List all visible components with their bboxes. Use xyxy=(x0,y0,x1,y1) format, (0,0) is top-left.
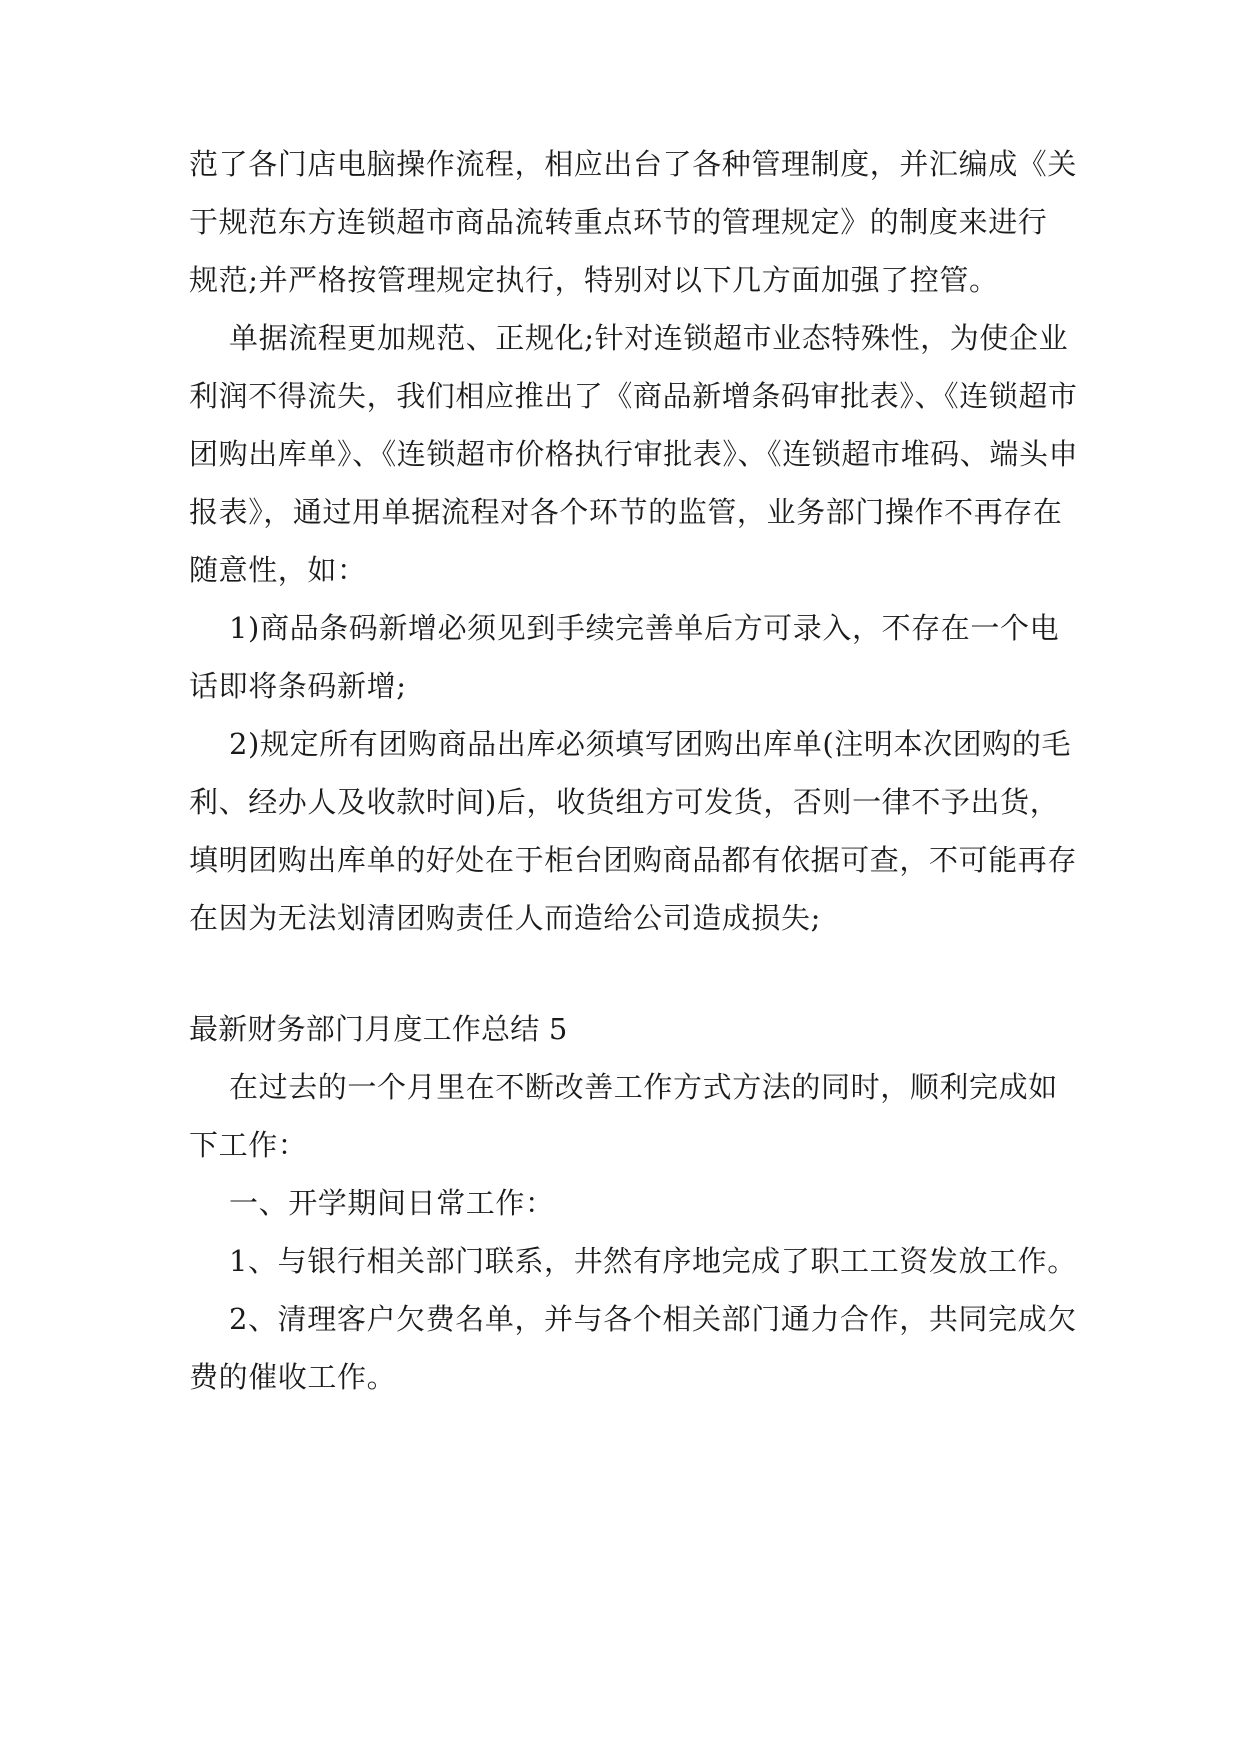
text-line: 填明团购出库单的好处在于柜台团购商品都有依据可查，不可能再存 xyxy=(189,843,1078,877)
text-line: 2)规定所有团购商品出库必须填写团购出库单(注明本次团购的毛 xyxy=(229,727,1072,761)
text-line: 下工作： xyxy=(189,1128,308,1162)
text-line: 报表》，通过用单据流程对各个环节的监管，业务部门操作不再存在 xyxy=(189,495,1063,529)
text-line: 在过去的一个月里在不断改善工作方式方法的同时，顺利完成如 xyxy=(229,1070,1058,1104)
text-line: 随意性，如： xyxy=(189,553,367,587)
text-line: 单据流程更加规范、正规化;针对连锁超市业态特殊性，为使企业 xyxy=(229,321,1069,355)
text-line: 话即将条码新增; xyxy=(189,669,407,703)
task-item: 1、与银行相关部门联系，井然有序地完成了职工工资发放工作。 xyxy=(229,1244,1077,1278)
text-line: 费的催收工作。 xyxy=(189,1360,397,1394)
section-title: 最新财务部门月度工作总结 5 xyxy=(189,1012,568,1046)
text-line: 于规范东方连锁超市商品流转重点环节的管理规定》的制度来进行 xyxy=(189,205,1048,239)
text-line: 利、经办人及收款时间)后，收货组方可发货，否则一律不予出货， xyxy=(189,785,1060,819)
text-line: 在因为无法划清团购责任人而造给公司造成损失; xyxy=(189,901,821,935)
text-line: 2、清理客户欠费名单，并与各个相关部门通力合作，共同完成欠 xyxy=(229,1302,1077,1336)
text-line: 团购出库单》、《连锁超市价格执行审批表》、《连锁超市堆码、端头申 xyxy=(189,437,1079,471)
text-line: 1)商品条码新增必须见到手续完善单后方可录入，不存在一个电 xyxy=(229,611,1060,645)
text-line: 利润不得流失，我们相应推出了《商品新增条码审批表》、《连锁超市 xyxy=(189,379,1078,413)
text-line: 规范;并严格按管理规定执行，特别对以下几方面加强了控管。 xyxy=(189,263,999,297)
text-line: 范了各门店电脑操作流程，相应出台了各种管理制度，并汇编成《关 xyxy=(189,147,1078,181)
subheading: 一、开学期间日常工作： xyxy=(229,1186,555,1220)
